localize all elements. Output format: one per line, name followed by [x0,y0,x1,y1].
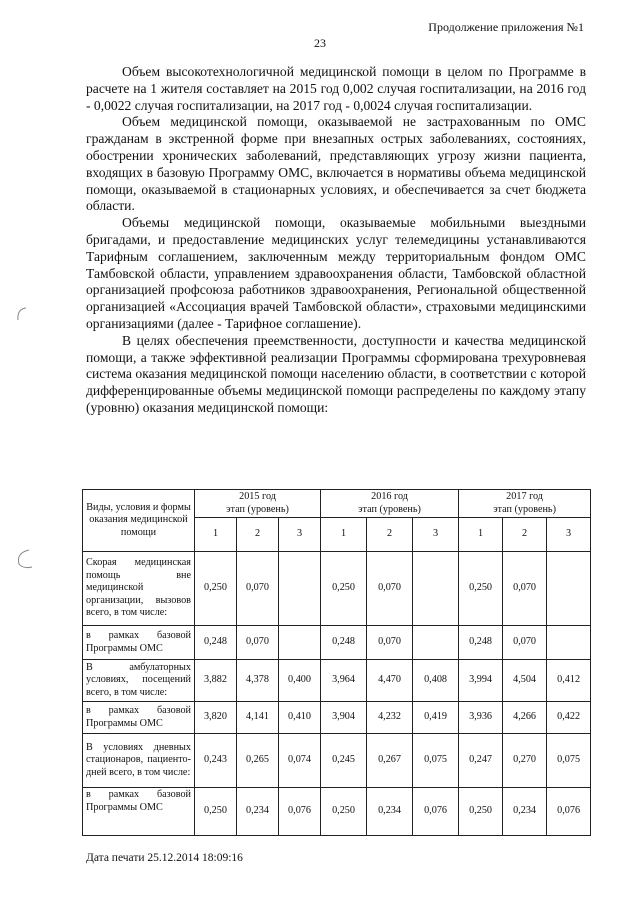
paragraph-uninsured-care: Объем медицинской помощи, оказываемой не застрахованным по ОМС гражданам в экстренной форме при внезапных острых заболеваниях, состояниях, обострении хронических заболеваний, представляющих угрозу жизни пациента, входящих в базовую Программу ОМС, включается в нормативы объема медицинской помощи, оказываемой в стационарных условиях, и обеспечивается за счет бюджета области. [86,114,586,214]
row-label: в рамках базовой Программы ОМС [83,626,195,660]
year-header-2015 [195,490,321,518]
table-cell: 0,270 [503,734,547,788]
print-date: Дата печати 25.12.2014 18:09:16 [86,852,243,864]
table-cell: 0,234 [503,788,547,836]
table-cell: 0,250 [195,552,237,626]
table-cell: 0,250 [321,552,367,626]
page-number: 23 [314,36,326,50]
table-cell: 0,408 [413,660,459,702]
stage-number: 3 [547,518,591,552]
stage-number: 1 [321,518,367,552]
table-cell: 0,248 [321,626,367,660]
table-cell: 0,076 [547,788,591,836]
continuation-note: Продолжение приложения №1 [428,20,584,34]
table-cell: 3,882 [195,660,237,702]
stage-number: 3 [279,518,321,552]
table-cell: 0,250 [195,788,237,836]
stage-label: этап (уровень) [226,503,289,515]
table-cell: 3,964 [321,660,367,702]
table-cell: 3,820 [195,702,237,734]
table-cell [547,552,591,626]
stage-number: 2 [237,518,279,552]
table-cell: 4,470 [367,660,413,702]
table-cell: 0,248 [459,626,503,660]
stage-number: 2 [503,518,547,552]
table-cell: 0,245 [321,734,367,788]
table-row [83,734,591,788]
table-cell: 4,378 [237,660,279,702]
row-label: в рамках базовой Программы ОМС [83,788,195,836]
table-cell: 0,265 [237,734,279,788]
table-cell [279,626,321,660]
table-cell: 0,250 [459,788,503,836]
table-cell: 0,243 [195,734,237,788]
table-row [83,702,591,734]
table-cell: 0,410 [279,702,321,734]
paragraph-mobile-teams: Объемы медицинской помощи, оказываемые мобильными выездными бригадами, и предоставление медицинских услуг телемедицины устанавливаются Тарифным соглашением, заключенным между территориальным фондом ОМС Тамбовской области, управлением здравоохранения области, Тамбовской областной организацией профсоюза работников здравоохранения, Региональной общественной организацией «Ассоциация врачей Тамбовской области», страховыми медицинскими организациями (далее - Тарифное соглашение). [86,215,586,331]
care-volume-table [82,489,591,836]
table-cell: 0,070 [367,626,413,660]
table-row [83,660,591,702]
row-label: В амбулаторных условиях, посещений всего, в том числе: [83,660,195,702]
year-header-2017 [459,490,591,518]
paragraph-three-level-system: В целях обеспечения преемственности, доступности и качества медицинской помощи, а также эффективной реализации Программы сформирована трехуровневая система оказания медицинской помощи населению области, в соответствии с которой дифференцированные объемы медицинской помощи распределены по каждому этапу (уровню) оказания медицинской помощи: [86,332,586,415]
row-label: Скорая медицинская помощь вне медицинской организации, вызовов всего, в том числе: [83,552,195,626]
table-cell: 4,232 [367,702,413,734]
table-cell [279,552,321,626]
table-cell: 0,234 [367,788,413,836]
stage-number: 1 [459,518,503,552]
stage-number: 2 [367,518,413,552]
table-cell: 0,247 [459,734,503,788]
punch-mark-icon [14,306,28,322]
table-cell: 0,074 [279,734,321,788]
paragraph-hightech-volume: Объем высокотехнологичной медицинской помощи в целом по Программе в расчете на 1 жителя составляет на 2015 год 0,002 случая госпитализации, на 2016 год - 0,0022 случая госпитализации, на 2017 год - 0,0024 случая госпитализации. [86,64,586,113]
table-cell [413,626,459,660]
table-cell: 0,267 [367,734,413,788]
table-cell: 0,412 [547,660,591,702]
table-row [83,626,591,660]
table-cell: 4,141 [237,702,279,734]
table-cell: 0,248 [195,626,237,660]
table-cell: 0,422 [547,702,591,734]
corner-header: Виды, условия и формы оказания медицинской помощи [83,490,195,552]
table-cell: 0,234 [237,788,279,836]
year-header-2016 [321,490,459,518]
punch-mark-icon [14,548,36,570]
table-cell: 0,070 [237,626,279,660]
table-cell [547,626,591,660]
table-cell [413,552,459,626]
year-label: 2017 год [506,491,543,502]
year-label: 2015 год [239,491,276,502]
table-cell: 0,070 [503,626,547,660]
body-text [86,64,586,417]
table-cell: 4,266 [503,702,547,734]
table-cell: 0,076 [279,788,321,836]
table-cell: 0,070 [367,552,413,626]
table-cell: 0,070 [237,552,279,626]
table-cell: 0,076 [413,788,459,836]
stage-number: 1 [195,518,237,552]
year-label: 2016 год [371,491,408,502]
stage-number: 3 [413,518,459,552]
table-row [83,552,591,626]
table-cell: 3,904 [321,702,367,734]
table-cell: 3,994 [459,660,503,702]
stage-label: этап (уровень) [493,503,556,515]
table-cell: 0,250 [459,552,503,626]
table-row [83,788,591,836]
row-label: В условиях дневных стационаров, пациенто-дней всего, в том числе: [83,734,195,788]
stage-label: этап (уровень) [358,503,421,515]
table-cell: 0,075 [413,734,459,788]
table-cell: 3,936 [459,702,503,734]
row-label: в рамках базовой Программы ОМС [83,702,195,734]
table-cell: 0,250 [321,788,367,836]
table-cell: 0,419 [413,702,459,734]
table-cell: 0,075 [547,734,591,788]
table-cell: 0,400 [279,660,321,702]
table-cell: 0,070 [503,552,547,626]
table-cell: 4,504 [503,660,547,702]
